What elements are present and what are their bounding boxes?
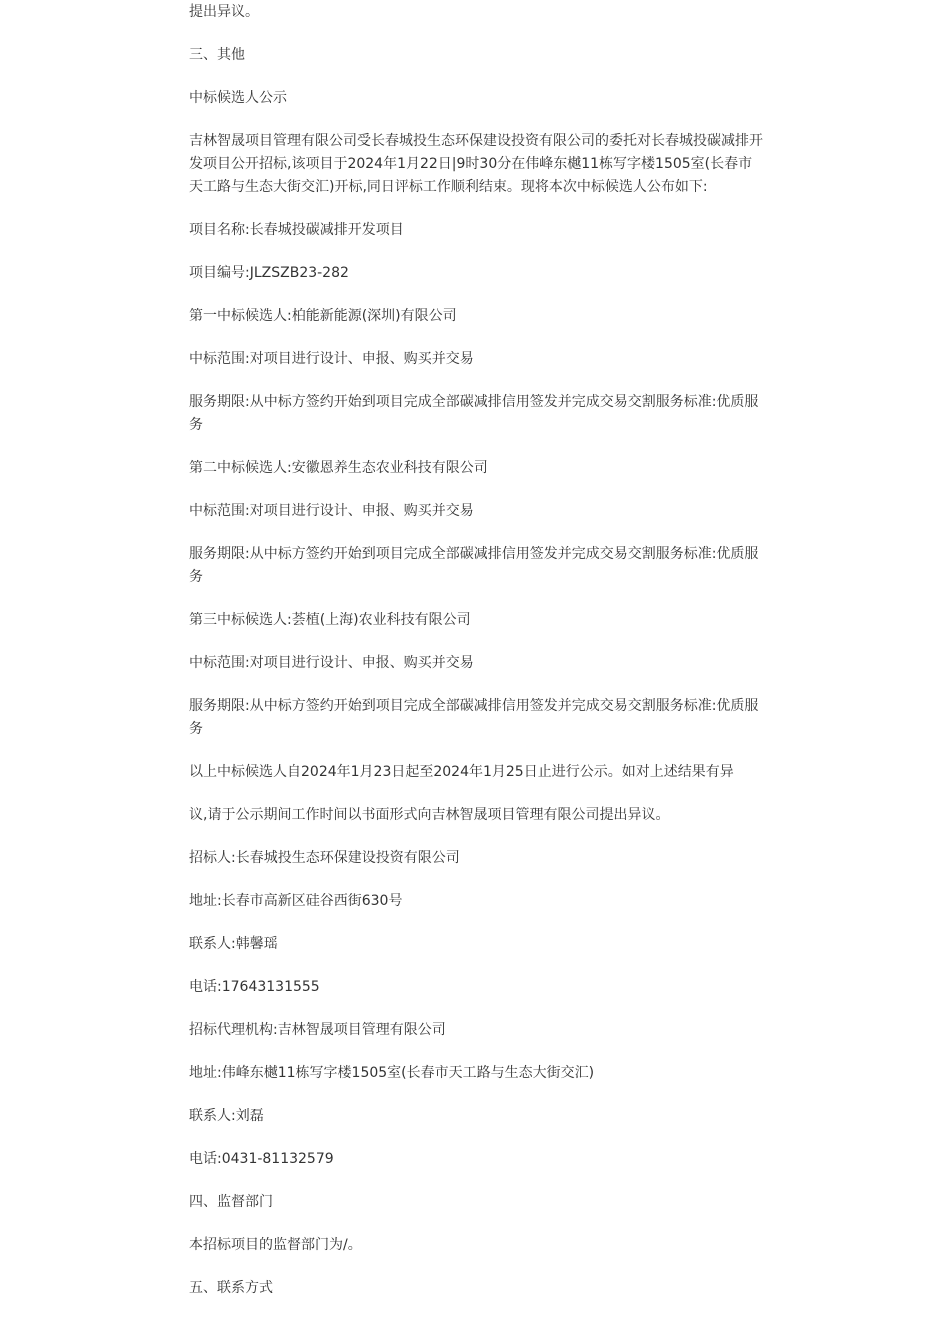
agency-contact: 联系人:刘磊	[189, 1108, 264, 1124]
agency-phone: 电话:0431-81132579	[189, 1151, 334, 1167]
section-heading-supervision: 四、监督部门	[189, 1194, 273, 1210]
third-candidate-service-term: 服务期限:从中标方签约开始到项目完成全部碳减排信用签发并完成交易交割服务标准:优质服务	[189, 698, 759, 737]
subheading-candidate-announcement: 中标候选人公示	[189, 90, 287, 106]
tenderer-address: 地址:长春市高新区硅谷西街630号	[189, 893, 403, 909]
second-candidate: 第二中标候选人:安徽恩养生态农业科技有限公司	[189, 460, 488, 476]
agency: 招标代理机构:吉林智晟项目管理有限公司	[189, 1022, 446, 1038]
first-candidate-service-term: 服务期限:从中标方签约开始到项目完成全部碳减排信用签发并完成交易交割服务标准:优质服务	[189, 394, 759, 433]
section-heading-other: 三、其他	[189, 47, 245, 63]
paragraph-objection-end: 提出异议。	[189, 4, 259, 20]
second-candidate-scope: 中标范围:对项目进行设计、申报、购买并交易	[189, 503, 474, 519]
supervision-department: 本招标项目的监督部门为/。	[189, 1237, 362, 1253]
objection-instructions: 议,请于公示期间工作时间以书面形式向吉林智晟项目管理有限公司提出异议。	[189, 807, 670, 823]
agency-address: 地址:伟峰东樾11栋写字楼1505室(长春市天工路与生态大街交汇)	[189, 1065, 595, 1081]
second-candidate-service-term: 服务期限:从中标方签约开始到项目完成全部碳减排信用签发并完成交易交割服务标准:优质服务	[189, 546, 759, 585]
tenderer-contact: 联系人:韩馨瑶	[189, 936, 278, 952]
announcement-document	[189, 0, 764, 1300]
project-name: 项目名称:长春城投碳减排开发项目	[189, 222, 404, 238]
third-candidate: 第三中标候选人:荟植(上海)农业科技有限公司	[189, 612, 471, 628]
first-candidate-scope: 中标范围:对项目进行设计、申报、购买并交易	[189, 351, 474, 367]
project-number: 项目编号:JLZSZB23-282	[189, 265, 349, 281]
tenderer: 招标人:长春城投生态环保建设投资有限公司	[189, 850, 460, 866]
paragraph-intro: 吉林智晟项目管理有限公司受长春城投生态环保建设投资有限公司的委托对长春城投碳减排开发项目公开招标,该项目于2024年1月22日|9时30分在伟峰东樾11栋写字楼1505室(长春市天工路与生态大街交汇)开标,同日评标工作顺利结束。现将本次中标候选人公布如下:	[189, 133, 763, 195]
section-heading-contact: 五、联系方式	[189, 1280, 273, 1296]
third-candidate-scope: 中标范围:对项目进行设计、申报、购买并交易	[189, 655, 474, 671]
tenderer-phone: 电话:17643131555	[189, 979, 320, 995]
publicity-period: 以上中标候选人自2024年1月23日起至2024年1月25日止进行公示。如对上述结果有异	[189, 764, 734, 780]
first-candidate: 第一中标候选人:柏能新能源(深圳)有限公司	[189, 308, 457, 324]
